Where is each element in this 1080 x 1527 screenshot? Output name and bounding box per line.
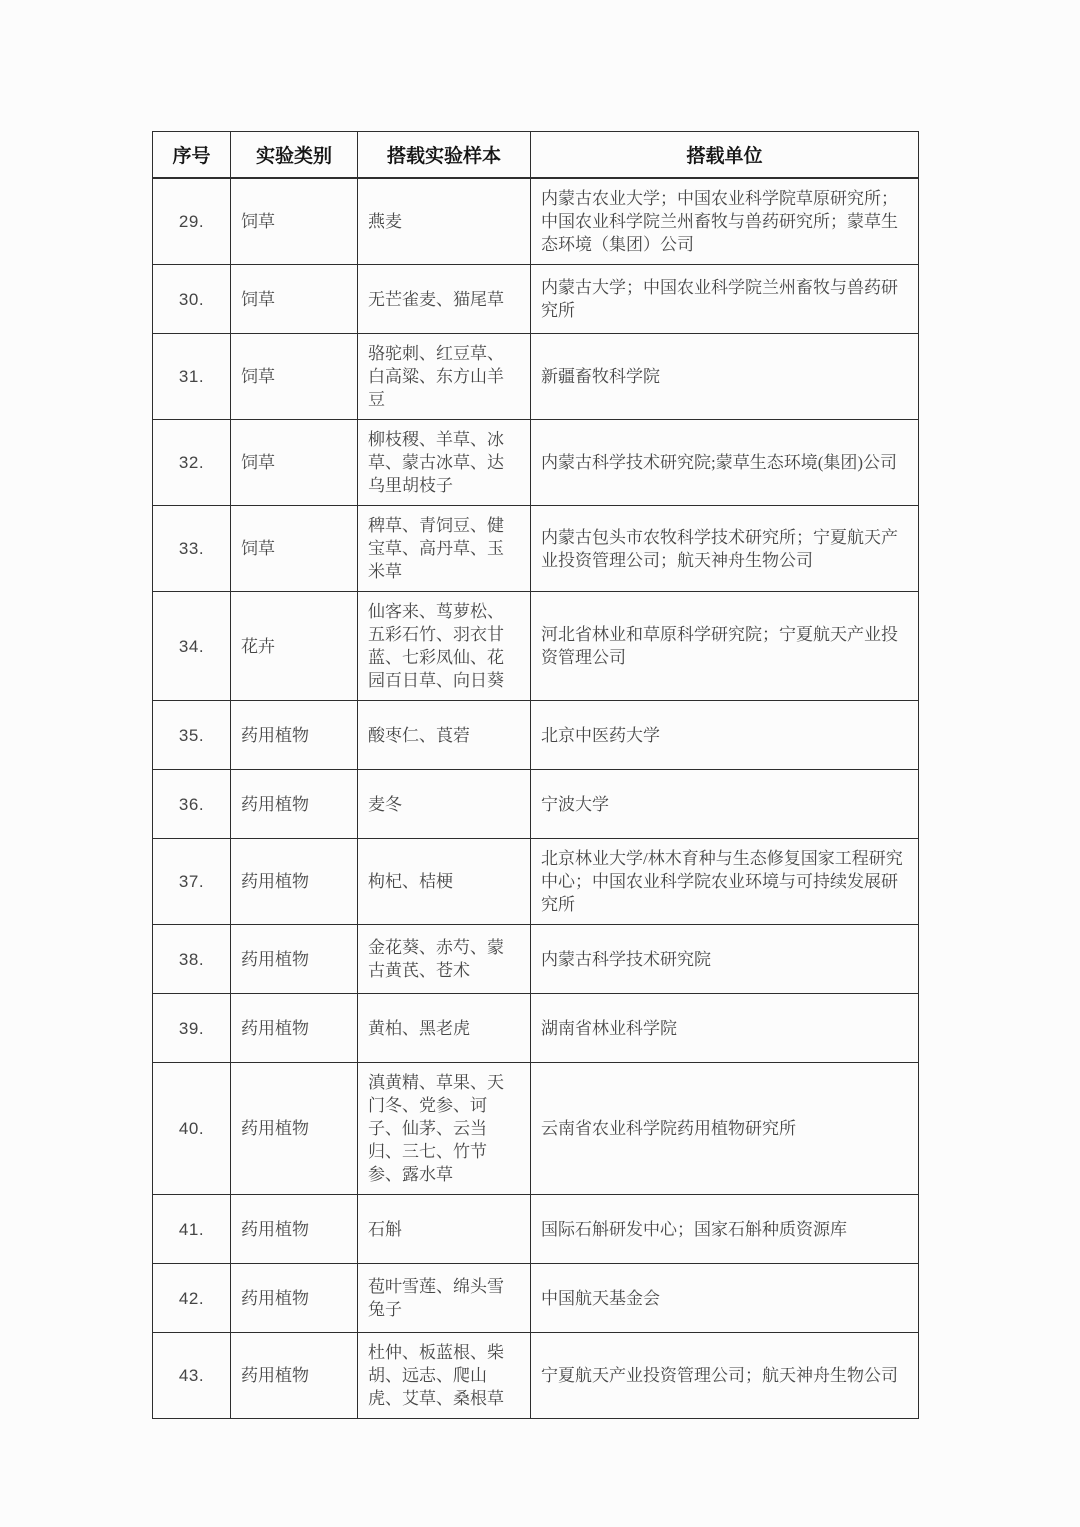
cell-category: 饲草 (231, 506, 358, 592)
table-row (153, 178, 919, 265)
cell-units: 内蒙古大学；中国农业科学院兰州畜牧与兽药研究所 (531, 265, 919, 334)
table-row (153, 994, 919, 1063)
cell-units: 内蒙古农业大学；中国农业科学院草原研究所；中国农业科学院兰州畜牧与兽药研究所；蒙草生态环境（集团）公司 (531, 178, 919, 265)
header-row (153, 132, 919, 179)
cell-category: 药用植物 (231, 1063, 358, 1195)
table-row (153, 420, 919, 506)
cell-samples: 仙客来、茑萝松、五彩石竹、羽衣甘蓝、七彩凤仙、花园百日草、向日葵 (358, 592, 531, 701)
column-header-category: 实验类别 (231, 132, 358, 179)
table-row (153, 334, 919, 420)
cell-category: 药用植物 (231, 1333, 358, 1419)
cell-category: 饲草 (231, 265, 358, 334)
cell-category: 药用植物 (231, 770, 358, 839)
payload-table (152, 131, 919, 1419)
table-row (153, 265, 919, 334)
cell-units: 河北省林业和草原科学研究院；宁夏航天产业投资管理公司 (531, 592, 919, 701)
cell-no: 41. (153, 1195, 231, 1264)
cell-category: 饲草 (231, 334, 358, 420)
cell-no: 37. (153, 839, 231, 925)
cell-category: 药用植物 (231, 701, 358, 770)
cell-samples: 滇黄精、草果、天门冬、党参、诃子、仙茅、云当归、三七、竹节参、露水草 (358, 1063, 531, 1195)
table-row (153, 701, 919, 770)
cell-samples: 柳枝稷、羊草、冰草、蒙古冰草、达乌里胡枝子 (358, 420, 531, 506)
cell-no: 29. (153, 178, 231, 265)
table-row (153, 770, 919, 839)
table-row (153, 839, 919, 925)
cell-category: 药用植物 (231, 1195, 358, 1264)
cell-no: 40. (153, 1063, 231, 1195)
cell-units: 宁夏航天产业投资管理公司；航天神舟生物公司 (531, 1333, 919, 1419)
cell-samples: 无芒雀麦、猫尾草 (358, 265, 531, 334)
cell-units: 国际石斛研发中心；国家石斛种质资源库 (531, 1195, 919, 1264)
cell-no: 36. (153, 770, 231, 839)
column-header-samples: 搭载实验样本 (358, 132, 531, 179)
table-row (153, 1063, 919, 1195)
cell-no: 32. (153, 420, 231, 506)
cell-category: 药用植物 (231, 839, 358, 925)
cell-samples: 燕麦 (358, 178, 531, 265)
cell-samples: 苞叶雪莲、绵头雪兔子 (358, 1264, 531, 1333)
cell-samples: 黄柏、黑老虎 (358, 994, 531, 1063)
cell-samples: 金花葵、赤芍、蒙古黄芪、苍术 (358, 925, 531, 994)
cell-units: 内蒙古科学技术研究院 (531, 925, 919, 994)
cell-category: 药用植物 (231, 1264, 358, 1333)
cell-units: 云南省农业科学院药用植物研究所 (531, 1063, 919, 1195)
table-row (153, 1195, 919, 1264)
cell-samples: 骆驼刺、红豆草、白高粱、东方山羊豆 (358, 334, 531, 420)
cell-units: 内蒙古科学技术研究院;蒙草生态环境(集团)公司 (531, 420, 919, 506)
cell-units: 中国航天基金会 (531, 1264, 919, 1333)
column-header-no: 序号 (153, 132, 231, 179)
cell-category: 花卉 (231, 592, 358, 701)
cell-no: 33. (153, 506, 231, 592)
cell-samples: 麦冬 (358, 770, 531, 839)
column-header-units: 搭载单位 (531, 132, 919, 179)
cell-samples: 石斛 (358, 1195, 531, 1264)
cell-no: 38. (153, 925, 231, 994)
cell-samples: 稗草、青饲豆、健宝草、高丹草、玉米草 (358, 506, 531, 592)
cell-samples: 枸杞、桔梗 (358, 839, 531, 925)
table-row (153, 1264, 919, 1333)
cell-no: 42. (153, 1264, 231, 1333)
table-row (153, 506, 919, 592)
cell-no: 43. (153, 1333, 231, 1419)
cell-category: 药用植物 (231, 994, 358, 1063)
cell-no: 35. (153, 701, 231, 770)
cell-no: 31. (153, 334, 231, 420)
cell-no: 30. (153, 265, 231, 334)
cell-no: 34. (153, 592, 231, 701)
cell-units: 北京中医药大学 (531, 701, 919, 770)
cell-no: 39. (153, 994, 231, 1063)
table-row (153, 925, 919, 994)
cell-units: 湖南省林业科学院 (531, 994, 919, 1063)
cell-units: 新疆畜牧科学院 (531, 334, 919, 420)
cell-category: 饲草 (231, 178, 358, 265)
cell-units: 内蒙古包头市农牧科学技术研究所；宁夏航天产业投资管理公司；航天神舟生物公司 (531, 506, 919, 592)
cell-samples: 酸枣仁、莨菪 (358, 701, 531, 770)
cell-category: 饲草 (231, 420, 358, 506)
cell-units: 北京林业大学/林木育种与生态修复国家工程研究中心；中国农业科学院农业环境与可持续发展研究所 (531, 839, 919, 925)
table-row (153, 592, 919, 701)
cell-units: 宁波大学 (531, 770, 919, 839)
cell-category: 药用植物 (231, 925, 358, 994)
table-row (153, 1333, 919, 1419)
cell-samples: 杜仲、板蓝根、柴胡、远志、爬山虎、艾草、桑根草 (358, 1333, 531, 1419)
